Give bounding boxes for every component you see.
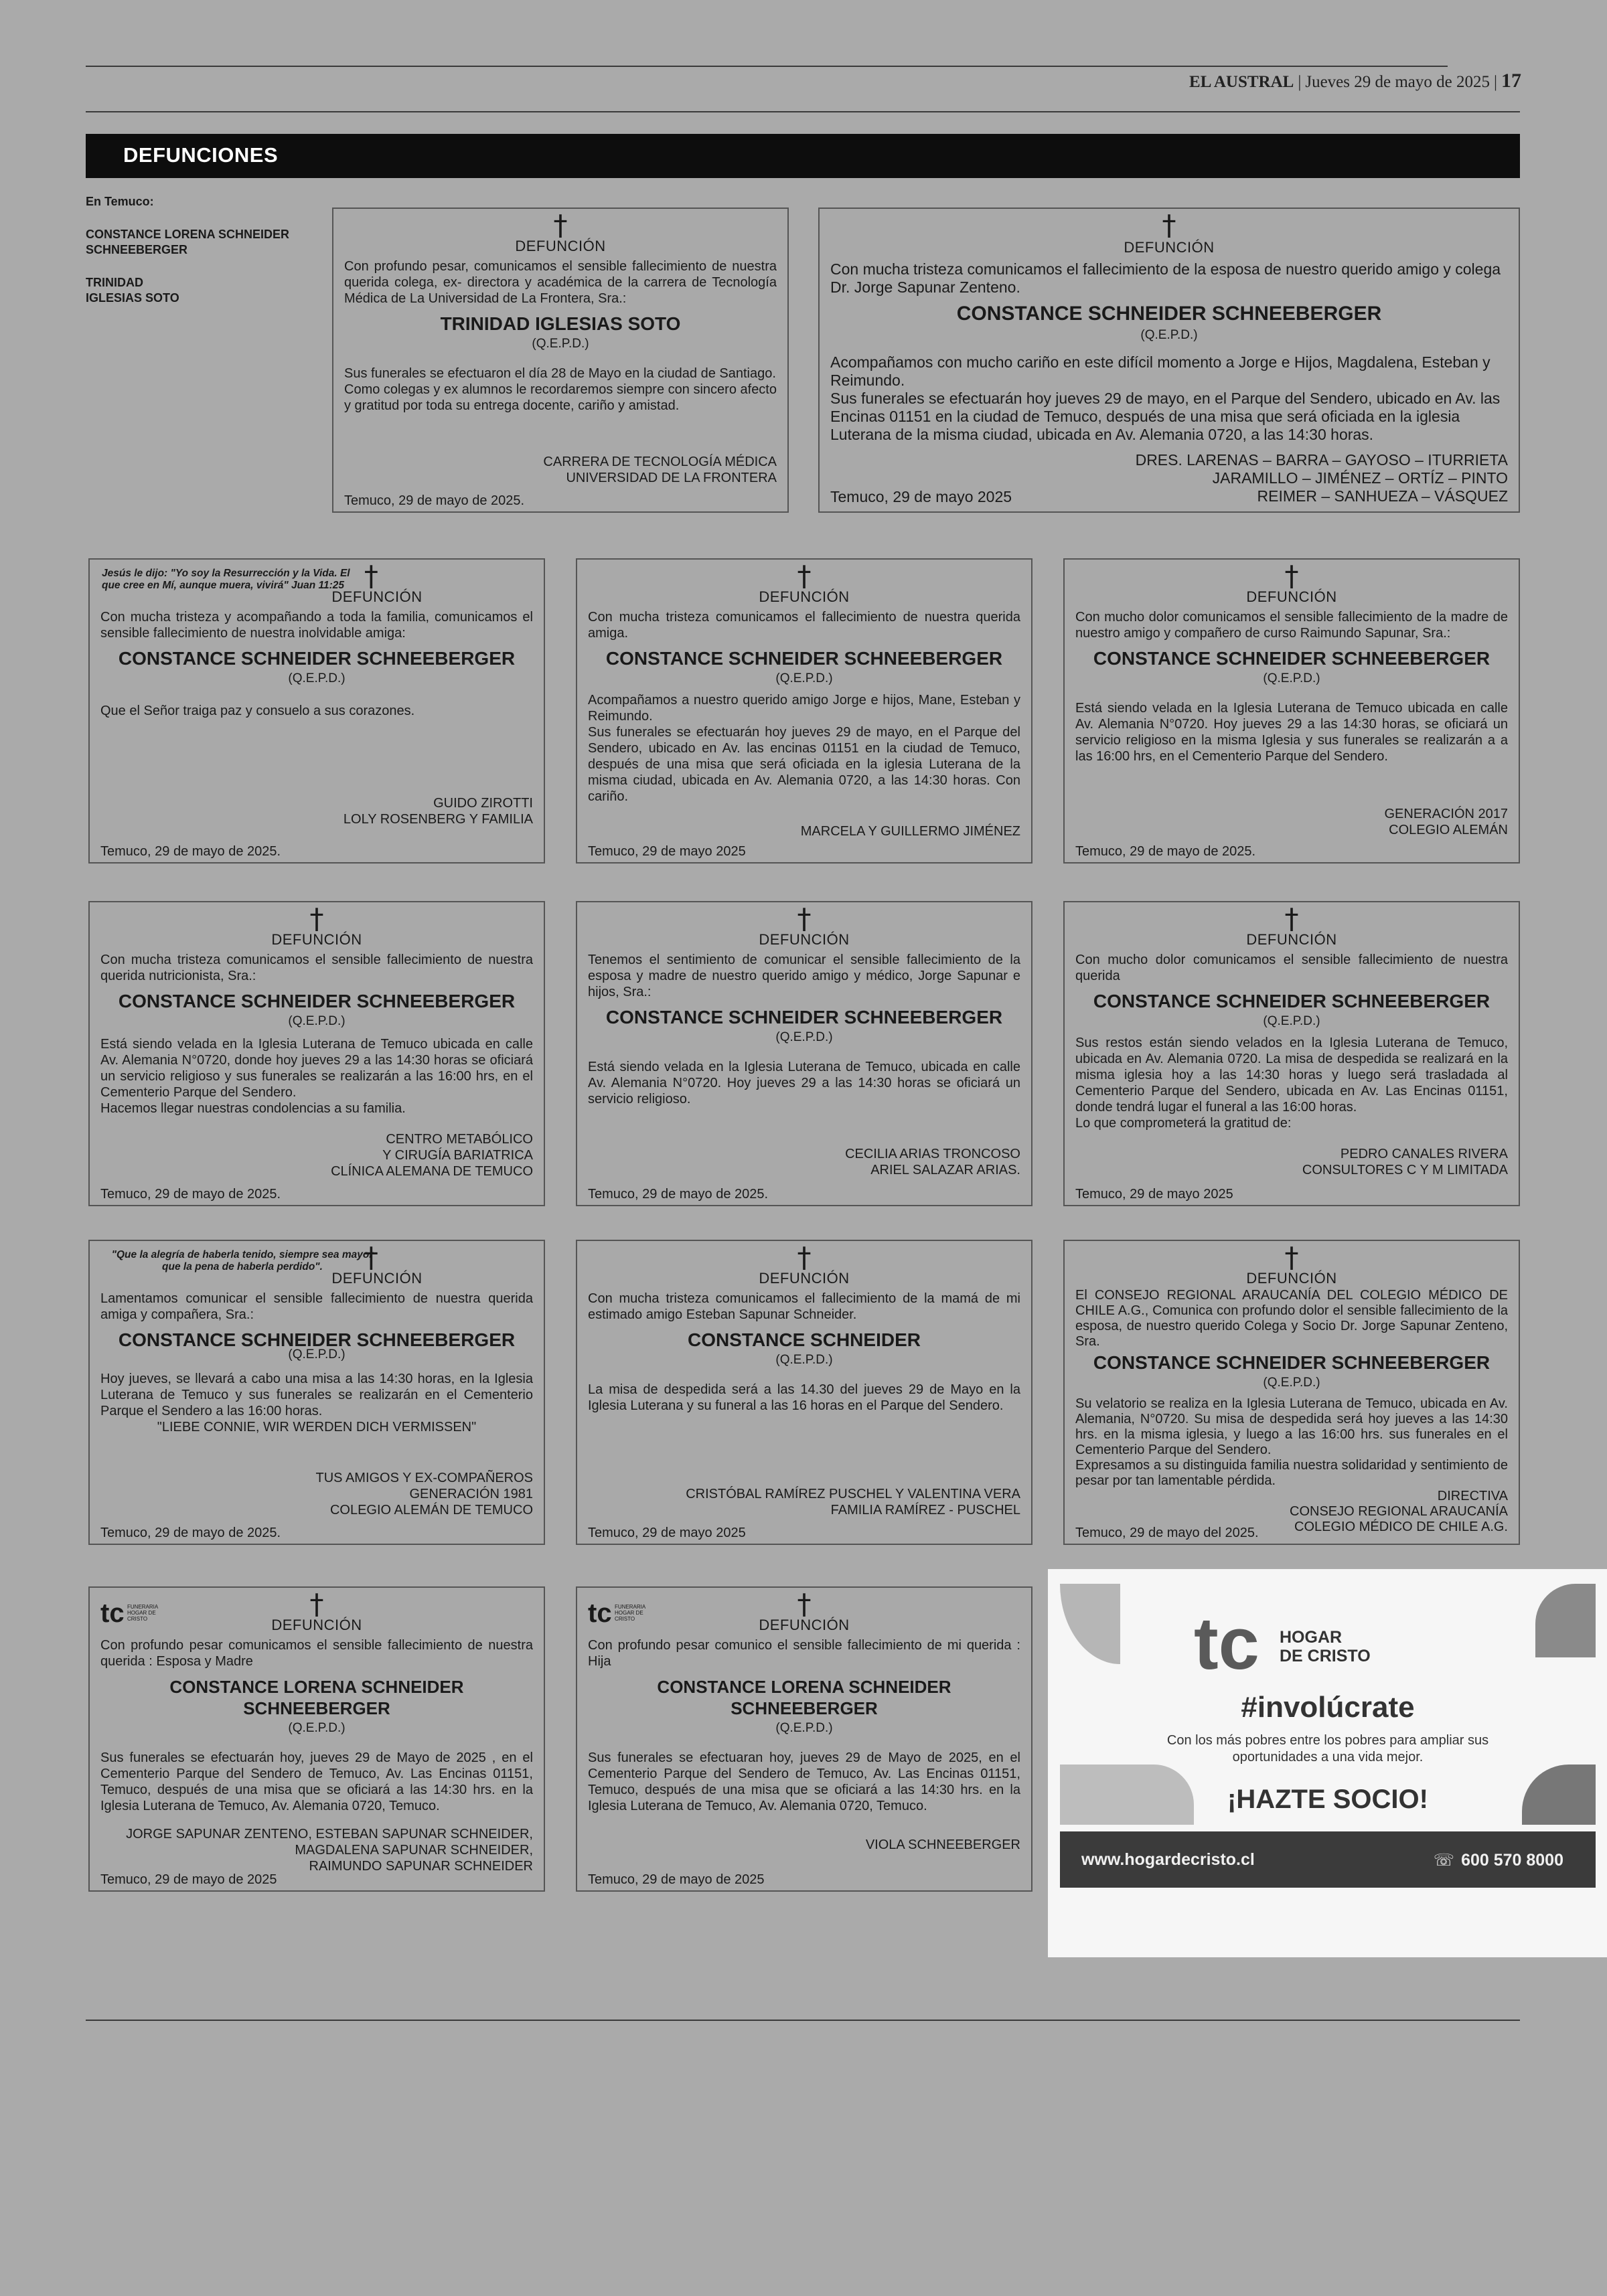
ad-brand [1280, 1628, 1371, 1665]
notice-paragraph: Sus funerales se efectuarán hoy jueves 29 de mayo, en el Parque del Sendero, ubicado en Av. las encinas 01151 en la ciudad de Temuco, después de una misa que será oficiada en la iglesia Luterana de la misma ciudad, ubicada en Av. Alemania 0720, a las 14:30 horas. Con cariño. [588, 725, 1020, 804]
signer-line: COLEGIO ALEMÁN [1389, 823, 1508, 837]
cross-icon: † [309, 902, 324, 935]
deceased-name: TRINIDAD IGLESIAS SOTO [440, 313, 681, 334]
notice-heading: DEFUNCIÓN [331, 1270, 423, 1287]
deceased-name: CONSTANCE SCHNEIDER SCHNEEBERGER [605, 648, 1003, 669]
notice-intro: Con mucha tristeza comunicamos el sensible fallecimiento de nuestra querida nutricionista, Sra.: [100, 953, 533, 983]
notice-date: Temuco, 29 de mayo 2025 [588, 1526, 746, 1540]
notice-body [588, 1382, 1020, 1414]
qepd-label: (Q.E.P.D.) [288, 1014, 346, 1028]
qepd-label: (Q.E.P.D.) [288, 671, 346, 685]
obituary-notice [576, 1240, 1032, 1545]
obituary-notice [576, 558, 1032, 864]
notice-signers [1302, 1146, 1508, 1178]
notice-heading: DEFUNCIÓN [1246, 588, 1337, 605]
notice-body [100, 1750, 533, 1814]
notice-paragraph: Está siendo velada en la Iglesia Luterana de Temuco ubicada en calle Av. Alemania N°0720. Hoy jueves 29 a las 14:30 horas, se oficiará un servicio religioso en la misma Iglesia y sus funerales se realizarán a a las 16:00 hrs, en el Cementerio Parque del Sendero. [1075, 701, 1508, 764]
deceased-name: CONSTANCE SCHNEIDER SCHNEEBERGER [956, 303, 1382, 325]
notice-date: Temuco, 29 de mayo de 2025 [100, 1872, 277, 1887]
notice-paragraph: Está siendo velada en la Iglesia Luterana de Temuco, ubicada en calle Av. Alemania N°0720. Hoy jueves 29 a las 14:30 horas se oficiará un servicio religioso. [588, 1060, 1020, 1106]
cross-icon: † [553, 209, 568, 242]
notice-heading: DEFUNCIÓN [1246, 931, 1337, 948]
notice-signers [543, 454, 777, 486]
obituary-notice [88, 1240, 545, 1545]
signer-line: Y CIRUGÍA BARIATRICA [382, 1148, 533, 1163]
notice-intro: Con mucha tristeza y acompañando a toda la familia, comunicamos el sensible fallecimiento de nuestra inolvidable amiga: [100, 610, 533, 641]
qepd-label: (Q.E.P.D.) [1140, 328, 1198, 342]
notice-heading: DEFUNCIÓN [1246, 1270, 1337, 1287]
notice-intro: Con mucha tristeza comunicamos el fallecimiento de la esposa de nuestro querido amigo y colega Dr. Jorge Sapunar Zenteno. [830, 260, 1501, 296]
notice-intro: Con profundo pesar comunico el sensible fallecimiento de mi querida : Hija [588, 1638, 1020, 1669]
cross-icon: † [364, 1241, 378, 1274]
signer-line: GENERACIÓN 1981 [409, 1487, 533, 1501]
deceased-name: CONSTANCE LORENA SCHNEIDER SCHNEEBERGER [657, 1677, 951, 1718]
signer-line: COLEGIO MÉDICO DE CHILE A.G. [1294, 1520, 1508, 1534]
qepd-label: (Q.E.P.D.) [288, 1347, 346, 1362]
section-title: DEFUNCIONES [123, 143, 279, 167]
notice-date: Temuco, 29 de mayo de 2025. [344, 493, 525, 508]
notice-body [588, 692, 1020, 805]
notice-date: Temuco, 29 de mayo 2025 [830, 488, 1012, 505]
notice-intro: El CONSEJO REGIONAL ARAUCANÍA DEL COLEGIO MÉDICO DE CHILE A.G., Comunica con profundo dolor el sensible fallecimiento de la esposa, de nuestro querido Colega y Socio Dr. Jorge Sapunar Zenteno, Sra. [1075, 1288, 1508, 1349]
qepd-label: (Q.E.P.D.) [775, 1721, 833, 1735]
signer-line: MARCELA Y GUILLERMO JIMÉNEZ [800, 824, 1020, 839]
ad-brand-line: HOGAR [1280, 1628, 1343, 1647]
notice-heading: DEFUNCIÓN [759, 588, 850, 605]
logo-mark: tc [100, 1598, 125, 1628]
qepd-label: (Q.E.P.D.) [1263, 1376, 1320, 1390]
notice-date: Temuco, 29 de mayo de 2025. [100, 1187, 281, 1202]
notice-signers [331, 1131, 533, 1179]
notice-intro: Con profundo pesar, comunicamos el sensible fallecimiento de nuestra querida colega, ex- directora y académica de la carrera de Tecnología Médica de La Universidad de La Frontera, Sra.: [344, 259, 777, 306]
signer-line: COLEGIO ALEMÁN DE TEMUCO [329, 1503, 533, 1518]
bible-quote: Jesús le dijo: "Yo soy la Resurrección y la Vida. El que cree en Mí, aunque muera, vivirá" Juan 11:25 [102, 568, 350, 591]
ad-website-link[interactable]: www.hogardecristo.cl [1081, 1850, 1255, 1869]
signer-line: LOLY ROSENBERG Y FAMILIA [343, 812, 533, 827]
ad-contact-bar [1060, 1831, 1596, 1888]
obituary-notice [818, 208, 1520, 513]
ad-content [1060, 1584, 1596, 1918]
qepd-label: (Q.E.P.D.) [775, 1030, 833, 1044]
notice-body [1075, 1035, 1508, 1131]
notice-heading: DEFUNCIÓN [759, 931, 850, 948]
notice-intro: Con mucho dolor comunicamos el sensible fallecimiento de nuestra querida [1075, 953, 1508, 983]
cross-icon: † [797, 902, 812, 935]
notice-paragraph: Acompañamos a nuestro querido amigo Jorge e hijos, Mane, Esteban y Reimundo. [588, 693, 1020, 724]
cross-icon: † [1284, 560, 1299, 592]
deceased-name: CONSTANCE SCHNEIDER SCHNEEBERGER [118, 991, 516, 1011]
notice-body [344, 365, 777, 414]
notice-signers [1136, 451, 1508, 505]
notice-paragraph: Expresamos a su distinguida familia nuestra solidaridad y sentimiento de pesar por tan lamentable pérdida. [1075, 1458, 1508, 1488]
notice-date: Temuco, 29 de mayo de 2025. [1075, 844, 1256, 859]
deceased-name: CONSTANCE SCHNEIDER SCHNEEBERGER [1093, 648, 1490, 669]
funeral-home-logo [100, 1597, 158, 1629]
signer-line: CRISTÓBAL RAMÍREZ PUSCHEL Y VALENTINA VERA [686, 1487, 1020, 1501]
notice-paragraph: Que el Señor traiga paz y consuelo a sus corazones. [100, 704, 415, 718]
ad-phone[interactable] [1434, 1850, 1563, 1870]
notice-date: Temuco, 29 de mayo de 2025. [100, 844, 281, 859]
deceased-name: CONSTANCE LORENA SCHNEIDER SCHNEEBERGER [169, 1677, 464, 1718]
decorative-shape [1060, 1584, 1120, 1664]
notice-signers [686, 1486, 1020, 1518]
notice-date: Temuco, 29 de mayo del 2025. [1075, 1526, 1259, 1540]
index-name: CONSTANCE LORENA SCHNEIDER SCHNEEBERGER [86, 228, 290, 256]
signer-line: CECILIA ARIAS TRONCOSO [845, 1147, 1020, 1161]
notice-intro: Con mucho dolor comunicamos el sensible fallecimiento de la madre de nuestro amigo y compañero de curso Raimundo Sapunar, Sra.: [1075, 610, 1508, 641]
notice-intro: Con mucha tristeza comunicamos el fallecimiento de la mamá de mi estimado amigo Esteban Sapunar Schneider. [588, 1291, 1020, 1322]
notice-body [588, 1059, 1020, 1107]
masthead-rule [86, 111, 1520, 112]
notice-paragraph: Su velatorio se realiza en la Iglesia Luterana de Temuco, ubicada en Av. Alemania, N°0720. Su misa de despedida será hoy jueves a las 14:30 hrs. en la misma iglesia, y luego a las 16:00 hrs. sus funerales en el Cementerio Parque del Sendero. [1075, 1396, 1508, 1457]
newspaper-name: EL AUSTRAL [1189, 73, 1294, 91]
notice-paragraph: Hoy jueves, se llevará a cabo una misa a las 14:30 horas, en la Iglesia Luterana de Temuco y sus funerales se realizarán en el Cementerio Parque el Sendero a las 16:00 horas. [100, 1372, 533, 1418]
notice-signers [315, 1470, 533, 1518]
notice-intro: Con profundo pesar comunicamos el sensible fallecimiento de nuestra querida : Esposa y Madre [100, 1638, 533, 1669]
cross-icon: † [797, 560, 812, 592]
notice-date: Temuco, 29 de mayo de 2025. [588, 1187, 769, 1202]
memorial-quote: "Que la alegría de haberla tenido, siempre sea mayor que la pena de haberla perdido". [111, 1249, 374, 1273]
hogar-de-cristo-ad[interactable] [1048, 1569, 1607, 1957]
signer-line: GENERACIÓN 2017 [1384, 807, 1508, 821]
cross-icon: † [364, 560, 378, 592]
qepd-label: (Q.E.P.D.) [288, 1721, 346, 1735]
notice-signers [1290, 1489, 1508, 1535]
notice-signers [866, 1837, 1020, 1853]
notice-heading: DEFUNCIÓN [515, 238, 606, 254]
notice-paragraph: Sus funerales se efectuaran hoy, jueves 29 de Mayo de 2025, en el Cementerio Parque del Sendero de Temuco, Av. Las Encinas 01151, Temuco, después de una misa que se oficiará a las 14:30 hrs. en la Iglesia Luterana de Temuco, Av. Alemania 0720, Temuco. [588, 1750, 1020, 1813]
funeral-home-logo [588, 1597, 645, 1629]
decorative-shape [1535, 1584, 1596, 1657]
notice-intro: Lamentamos comunicar el sensible fallecimiento de nuestra querida amiga y compañera, Sra.: [100, 1291, 533, 1322]
signer-line: CONSEJO REGIONAL ARAUCANÍA [1290, 1504, 1508, 1519]
qepd-label: (Q.E.P.D.) [532, 337, 589, 351]
notice-heading: DEFUNCIÓN [271, 931, 362, 948]
signer-line: VIOLA SCHNEEBERGER [865, 1837, 1020, 1852]
obituary-notice [1063, 901, 1520, 1206]
ad-phone-number: 600 570 8000 [1461, 1851, 1563, 1870]
notice-date: Temuco, 29 de mayo de 2025. [100, 1526, 281, 1540]
obituary-notice [88, 1586, 545, 1892]
qepd-label: (Q.E.P.D.) [775, 671, 833, 685]
cross-icon: † [797, 1588, 812, 1621]
signer-line: MAGDALENA SAPUNAR SCHNEIDER, [295, 1843, 533, 1858]
notice-body [588, 1750, 1020, 1814]
deaths-index [86, 194, 313, 323]
masthead [1189, 70, 1521, 92]
notice-heading: DEFUNCIÓN [331, 588, 423, 605]
index-city: En Temuco: [86, 195, 154, 208]
qepd-label: (Q.E.P.D.) [1263, 1014, 1320, 1028]
notice-paragraph: Sus funerales se efectuarán hoy, jueves 29 de Mayo de 2025 , en el Cementerio Parque del Sendero de Temuco, Av. Las Encinas 01151, Temuco, después de una misa que se oficiará a las 14:30 hrs. en la Iglesia Luterana de Temuco, Av. Alemania 0720, Temuco. [100, 1750, 533, 1813]
ad-hashtag: #involúcrate [1241, 1691, 1415, 1724]
signer-line: DRES. LARENAS – BARRA – GAYOSO – ITURRIETA [1135, 451, 1508, 469]
signer-line: ARIEL SALAZAR ARIAS. [870, 1163, 1020, 1177]
notice-body [100, 1371, 533, 1435]
index-name: TRINIDAD IGLESIAS SOTO [86, 276, 179, 305]
cross-icon: † [1284, 1241, 1299, 1274]
qepd-label: (Q.E.P.D.) [775, 1353, 833, 1367]
signer-line: TUS AMIGOS Y EX-COMPAÑEROS [315, 1471, 533, 1485]
notice-date: Temuco, 29 de mayo 2025 [1075, 1187, 1233, 1202]
cross-icon: † [1162, 209, 1176, 242]
notice-paragraph: Está siendo velada en la Iglesia Luterana de Temuco ubicada en calle Av. Alemania N°0720, donde hoy jueves 29 a las 14:30 horas se oficiará un servicio religioso y sus funerales se realizarán a las 16:00 hrs, en el Cementerio Parque del Sendero. [100, 1037, 533, 1100]
masthead-separator: | [1298, 73, 1302, 91]
hogar-de-cristo-logo: tc [1194, 1603, 1259, 1685]
cross-icon: † [309, 1588, 324, 1621]
obituary-notice [1063, 1240, 1520, 1545]
notice-paragraph: La misa de despedida será a las 14.30 del jueves 29 de Mayo en la Iglesia Luterana y su funeral a las 16 horas en el Parque del Sendero. [588, 1382, 1020, 1413]
notice-body [100, 703, 533, 719]
notice-body [1075, 700, 1508, 764]
signer-line: GUIDO ZIROTTI [433, 796, 533, 811]
bottom-rule [86, 2020, 1520, 2021]
notice-heading: DEFUNCIÓN [271, 1617, 362, 1633]
obituary-notice [332, 208, 789, 513]
signer-line: CONSULTORES C Y M LIMITADA [1302, 1163, 1508, 1177]
signer-line: RAIMUNDO SAPUNAR SCHNEIDER [309, 1859, 533, 1874]
notice-paragraph: Lo que comprometerá la gratitud de: [1075, 1116, 1292, 1131]
deceased-name: CONSTANCE SCHNEIDER [688, 1329, 921, 1350]
edition-date: Jueves 29 de mayo de 2025 [1305, 73, 1490, 91]
deceased-name: CONSTANCE SCHNEIDER SCHNEEBERGER [1093, 1352, 1490, 1373]
obituary-notice [576, 1586, 1032, 1892]
notice-paragraph: "LIEBE CONNIE, WIR WERDEN DICH VERMISSEN" [157, 1420, 477, 1434]
cross-icon: † [1284, 902, 1299, 935]
signer-line: REIMER – SANHUEZA – VÁSQUEZ [1257, 487, 1508, 505]
notice-paragraph: Hacemos llegar nuestras condolencias a su familia. [100, 1101, 406, 1116]
notice-paragraph: Como colegas y ex alumnos le recordaremos siempre con sincero afecto y gratitud por toda su entrega docente, cariño y amistad. [344, 382, 777, 413]
section-header [86, 134, 1520, 178]
signer-line: FAMILIA RAMÍREZ - PUSCHEL [830, 1503, 1020, 1518]
signer-line: CENTRO METABÓLICO [386, 1132, 533, 1147]
notice-heading: DEFUNCIÓN [1124, 239, 1215, 256]
notice-paragraph: Sus funerales se efectuaron el día 28 de Mayo en la ciudad de Santiago. [344, 366, 776, 381]
obituary-notice [88, 901, 545, 1206]
notice-body [830, 353, 1508, 444]
notice-date: Temuco, 29 de mayo 2025 [588, 844, 746, 859]
obituary-notice [88, 558, 545, 864]
deceased-name: CONSTANCE SCHNEIDER SCHNEEBERGER [1093, 991, 1490, 1011]
deceased-name: CONSTANCE SCHNEIDER SCHNEEBERGER [118, 1329, 516, 1350]
signer-line: CARRERA DE TECNOLOGÍA MÉDICA [543, 455, 777, 469]
cross-icon: † [797, 1241, 812, 1274]
obituary-notice [1063, 558, 1520, 864]
notice-signers [343, 795, 533, 827]
logo-mark: tc [588, 1598, 612, 1628]
notice-paragraph: Sus funerales se efectuarán hoy jueves 29 de mayo, en el Parque del Sendero, ubicado en Av. las Encinas 01151 en la ciudad de Temuco, después de una misa que será oficiada en la iglesia Luterana de la misma ciudad, ubicada en Av. Alemania 0720, a las 14:30 horas. [830, 390, 1501, 443]
signer-line: PEDRO CANALES RIVERA [1340, 1147, 1508, 1161]
notice-signers [1384, 806, 1508, 838]
logo-text: FUNERARIA HOGAR DE CRISTO [615, 1604, 645, 1622]
signer-line: CLÍNICA ALEMANA DE TEMUCO [331, 1164, 533, 1179]
deceased-name: CONSTANCE SCHNEIDER SCHNEEBERGER [118, 648, 516, 669]
top-rule [86, 66, 1448, 67]
signer-line: DIRECTIVA [1437, 1489, 1508, 1503]
notice-body [100, 1036, 533, 1117]
masthead-separator: | [1493, 73, 1497, 91]
notice-paragraph: Acompañamos con mucho cariño en este difícil momento a Jorge e Hijos, Magdalena, Esteban y Reimundo. [830, 353, 1490, 389]
notice-signers [845, 1146, 1020, 1178]
notice-heading: DEFUNCIÓN [759, 1270, 850, 1287]
ad-tagline: Con los más pobres entre los pobres para ampliar sus oportunidades a una vida mejor. [1166, 1733, 1489, 1765]
logo-text: FUNERARIA HOGAR DE CRISTO [127, 1604, 158, 1622]
notice-signers [126, 1826, 533, 1874]
notice-body [1075, 1396, 1508, 1489]
page-number: 17 [1501, 70, 1521, 92]
obituary-notice [576, 901, 1032, 1206]
ad-call-to-action[interactable]: ¡HAZTE SOCIO! [1227, 1785, 1428, 1814]
deceased-name: CONSTANCE SCHNEIDER SCHNEEBERGER [605, 1007, 1003, 1028]
notice-intro: Tenemos el sentimiento de comunicar el sensible fallecimiento de la esposa y madre de nuestro querido amigo y médico, Jorge Sapunar e hijos, Sra.: [588, 953, 1020, 999]
notice-intro: Con mucha tristeza comunicamos el fallecimiento de nuestra querida amiga. [588, 610, 1020, 641]
qepd-label: (Q.E.P.D.) [1263, 671, 1320, 685]
notice-heading: DEFUNCIÓN [759, 1617, 850, 1633]
signer-line: UNIVERSIDAD DE LA FRONTERA [566, 471, 777, 485]
notice-date: Temuco, 29 de mayo de 2025 [588, 1872, 765, 1887]
notice-signers [801, 823, 1020, 839]
ad-brand-line: DE CRISTO [1280, 1647, 1371, 1665]
signer-line: JARAMILLO – JIMÉNEZ – ORTÍZ – PINTO [1212, 469, 1508, 487]
notice-paragraph: Sus restos están siendo velados en la Iglesia Luterana de Temuco, ubicada en Av. Alemania 0720. La misa de despedida se realizará en la misma iglesia hoy a las 14:30 horas y luego será trasladada al Cementerio Parque del Sendero, ubicada en Av. Las Encinas 01151, donde tendrá lugar el funeral a las 16:00 horas. [1075, 1036, 1508, 1115]
signer-line: JORGE SAPUNAR ZENTENO, ESTEBAN SAPUNAR SCHNEIDER, [126, 1827, 533, 1841]
phone-icon: ☏ [1433, 1850, 1455, 1870]
